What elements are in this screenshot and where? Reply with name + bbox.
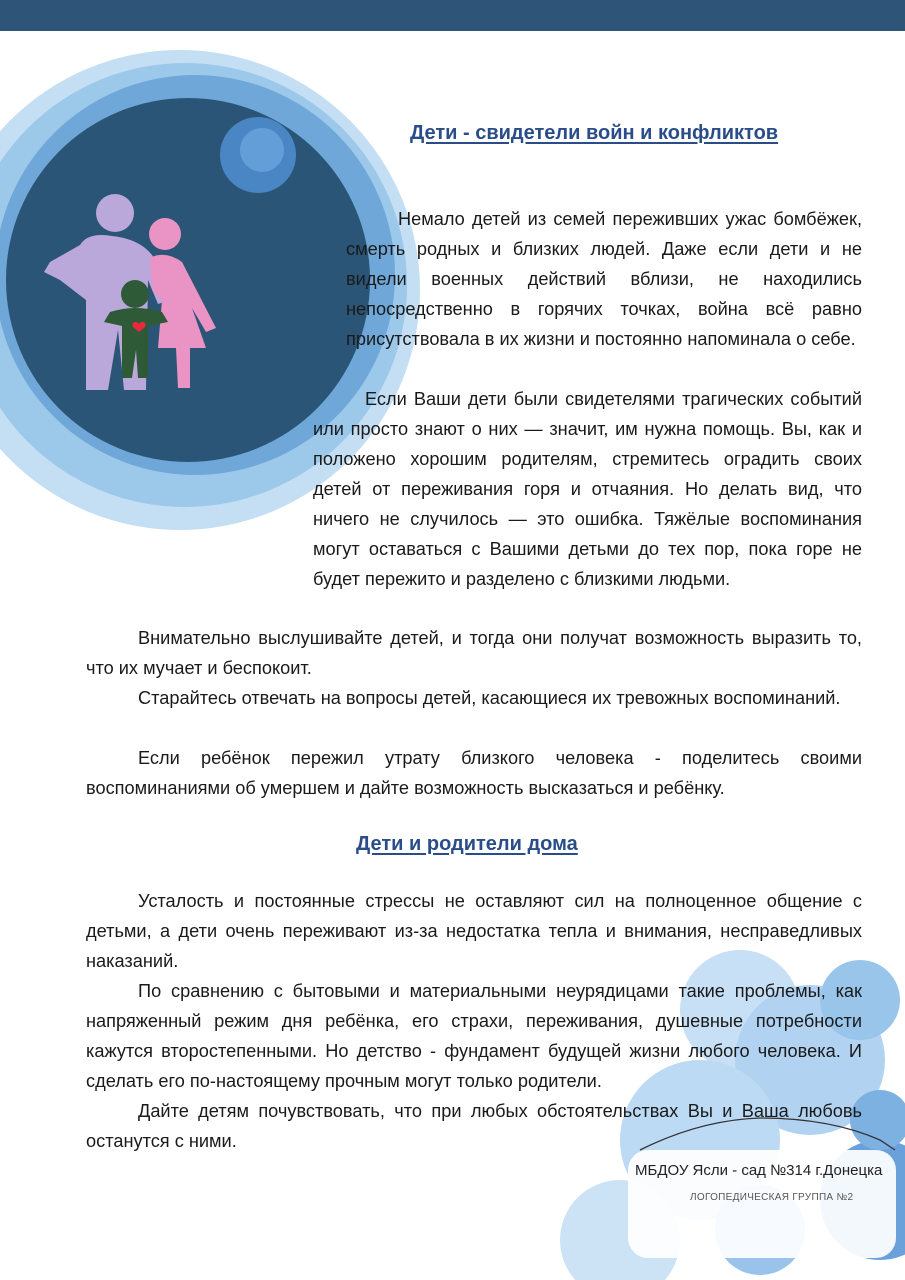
- section-title-home: Дети и родители дома: [356, 833, 578, 855]
- organization-name: МБДОУ Ясли - сад №314 г.Донецка: [635, 1162, 883, 1179]
- paragraph-2: Если Ваши дети были свидетелями трагических событий или просто знают о них — значит, им нужна помощь. Вы, как и положено хорошим родителям, стремитесь оградить своих детей от переживания горя и отчаяния. Но делать вид, что ничего не случилось — это ошибка. Тяжёлые воспоминания могут оставаться с Вашими детьми до тех пор, пока горе не будет пережито и разделено с близкими людьми.: [313, 389, 862, 589]
- paragraph-3: Внимательно выслушивайте детей, и тогда они получат возможность выразить то, что их мучает и беспокоит.: [86, 628, 862, 678]
- paragraph-4: Старайтесь отвечать на вопросы детей, касающиеся их тревожных воспоминаний.: [138, 688, 841, 708]
- paragraph-8: Дайте детям почувствовать, что при любых обстоятельствах Вы и Ваша любовь останутся с ними.: [86, 1101, 862, 1151]
- paragraph-6: Усталость и постоянные стрессы не оставляют сил на полноценное общение с детьми, а дети очень переживают из-за недостатка тепла и внимания, несправедливых наказаний.: [86, 891, 862, 971]
- paragraph-5: Если ребёнок пережил утрату близкого человека - поделитесь своими воспоминаниями об умершем и дайте возможность высказаться и ребёнку.: [86, 748, 862, 798]
- paragraph-1: Немало детей из семей переживших ужас бомбёжек, смерть родных и близких людей. Даже если дети и не видели военных действий вблизи, не находились непосредственно в горячих точках, война всё равно присутствовала в их жизни и постоянно напоминала о себе.: [346, 209, 862, 349]
- paragraph-7: По сравнению с бытовыми и материальными неурядицами такие проблемы, как напряженный режим дня ребёнка, его страхи, переживания, душевные потребности кажутся второстепенными. Но детство - фундамент будущей жизни любого человека. И сделать его по-настоящему прочным могут только родители.: [86, 981, 862, 1091]
- group-name: ЛОГОПЕДИЧЕСКАЯ ГРУППА №2: [690, 1192, 854, 1203]
- section-title-war-witnesses: Дети - свидетели войн и конфликтов: [410, 122, 779, 144]
